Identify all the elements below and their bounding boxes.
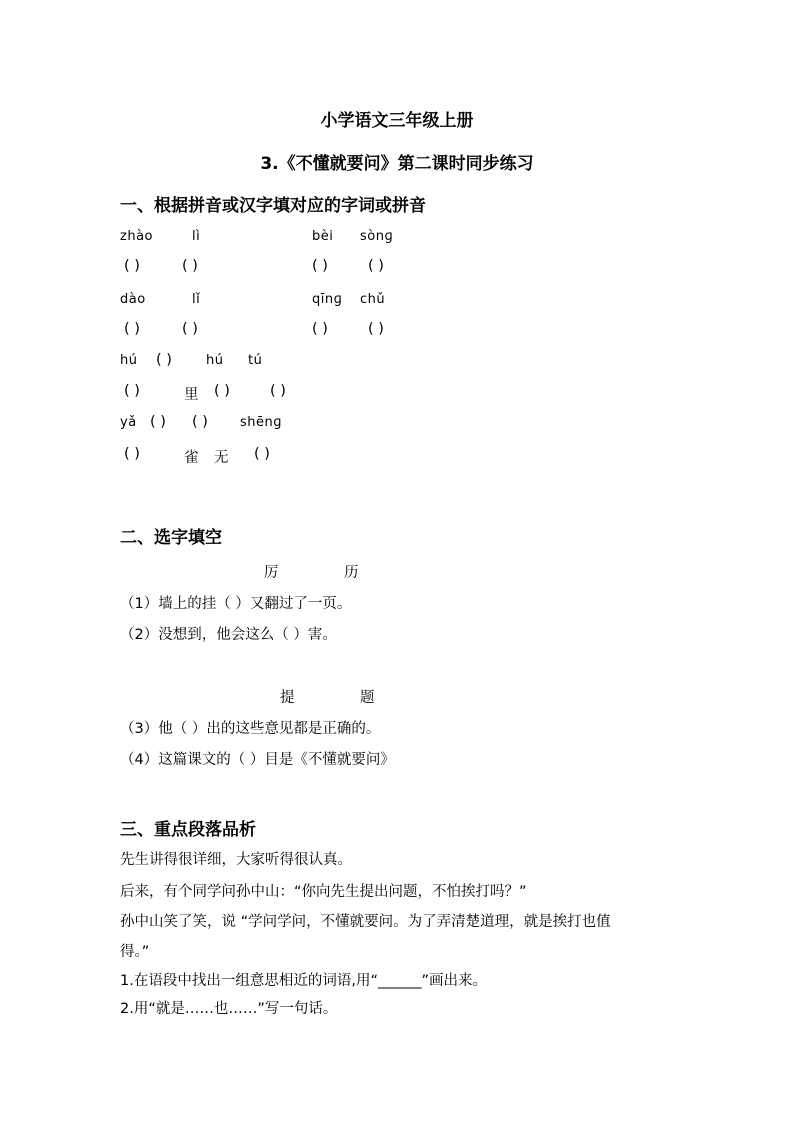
answer-blank[interactable]: ( )	[192, 414, 208, 430]
answer-blank[interactable]: ( )	[312, 258, 328, 274]
pinyin-item: bèi	[312, 229, 334, 244]
pinyin-item: qīnɡ	[312, 292, 343, 307]
hanzi-item: 里	[184, 387, 199, 403]
pinyin-item: sònɡ	[360, 229, 394, 244]
section1-heading: 一、根据拼音或汉字填对应的字词或拼音	[120, 196, 426, 216]
choice-char: 历	[344, 565, 359, 581]
passage-line: 得。”	[120, 944, 150, 960]
answer-blank[interactable]: ( )	[368, 258, 384, 274]
answer-blank[interactable]: ( )	[214, 383, 230, 399]
pinyin-item: hú	[120, 353, 138, 368]
hanzi-item: 雀	[184, 450, 199, 466]
pinyin-item: dào	[120, 292, 146, 307]
answer-blank[interactable]: ( )	[312, 321, 328, 337]
passage-line: 后来，有个同学问孙中山：“你向先生提出问题，不怕挨打吗？”	[120, 884, 527, 900]
pinyin-item: lì	[192, 229, 201, 244]
passage-line: 先生讲得很详细，大家听得很认真。	[120, 852, 352, 868]
section3-heading: 三、重点段落品析	[120, 820, 256, 840]
section2-heading: 二、选字填空	[120, 528, 222, 548]
pinyin-item: yǎ	[120, 415, 137, 430]
page-subtitle: 3.《不懂就要问》第二课时同步练习	[260, 154, 534, 174]
page-title: 小学语文三年级上册	[320, 111, 474, 131]
pinyin-item: zhào	[120, 229, 153, 244]
pinyin-item: hú	[206, 353, 224, 368]
answer-blank[interactable]: ( )	[270, 383, 286, 399]
answer-blank[interactable]: ( )	[254, 446, 270, 462]
answer-blank[interactable]: ( )	[124, 446, 140, 462]
answer-blank[interactable]: ( )	[182, 258, 198, 274]
hanzi-item: 无	[214, 450, 229, 466]
choice-char: 题	[360, 690, 375, 706]
pinyin-item: shēnɡ	[240, 415, 283, 430]
question-1: （1）墙上的挂（ ）又翻过了一页。	[120, 596, 352, 612]
answer-blank[interactable]: ( )	[124, 321, 140, 337]
pinyin-item: chǔ	[360, 292, 386, 307]
passage-line: 孙中山笑了笑，说 “学问学问，不懂就要问。为了弄清楚道理，就是挨打也值	[120, 914, 611, 930]
question-2: （2）没想到，他会这么（ ）害。	[120, 627, 337, 643]
answer-blank[interactable]: ( )	[182, 321, 198, 337]
choice-char: 提	[280, 690, 295, 706]
choice-char: 厉	[264, 565, 279, 581]
answer-blank[interactable]: ( )	[156, 352, 172, 368]
question-4: （4）这篇课文的（ ）目是《不懂就要问》	[120, 752, 395, 768]
answer-blank[interactable]: ( )	[124, 258, 140, 274]
exercise-1: 1.在语段中找出一组意思相近的词语,用“______”画出来。	[120, 973, 487, 989]
pinyin-item: tú	[248, 353, 263, 368]
answer-blank[interactable]: ( )	[124, 383, 140, 399]
exercise-2: 2.用“就是……也……”写一句话。	[120, 1001, 338, 1017]
pinyin-item: lǐ	[192, 292, 201, 307]
answer-blank[interactable]: ( )	[150, 414, 166, 430]
question-3: （3）他（ ）出的这些意见都是正确的。	[120, 721, 381, 737]
answer-blank[interactable]: ( )	[368, 321, 384, 337]
